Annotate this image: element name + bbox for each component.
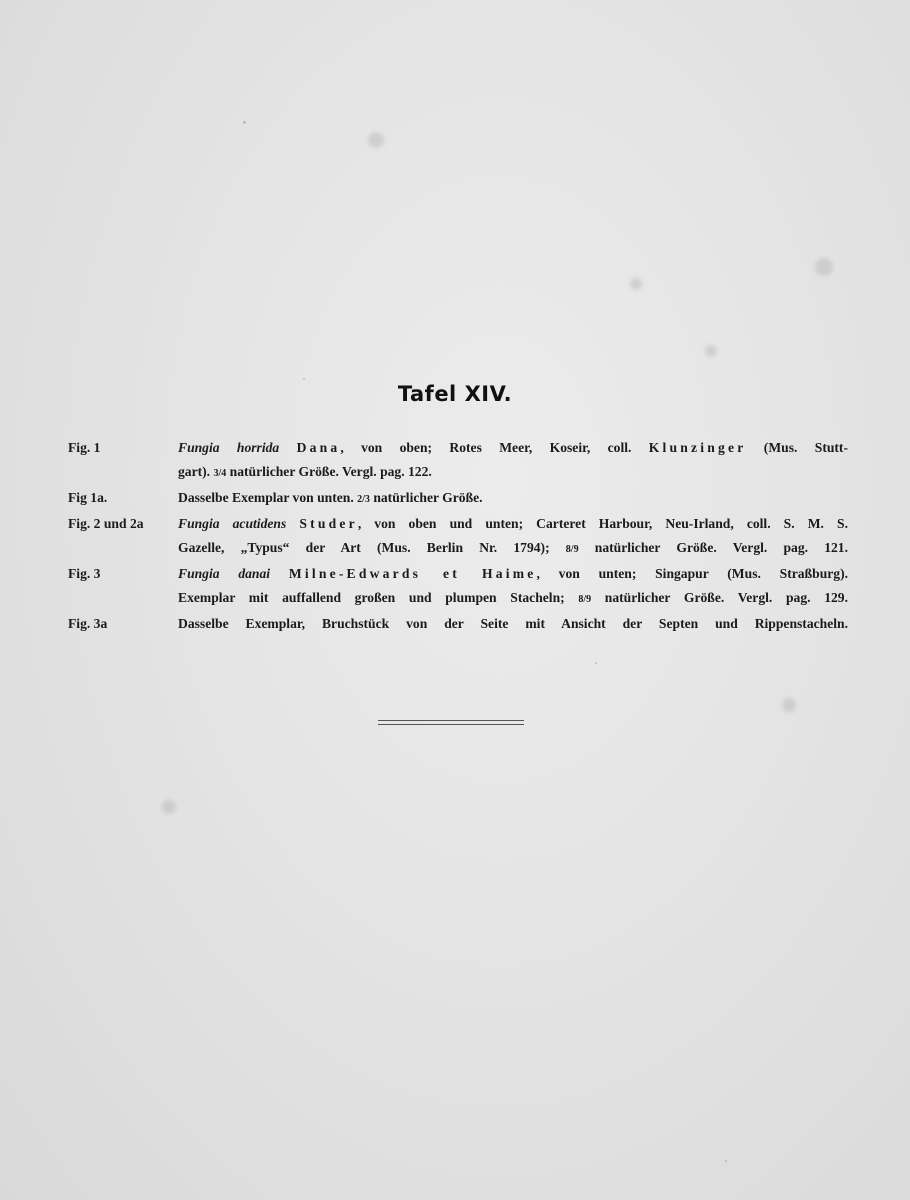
figure-label: Fig. 3 (68, 566, 101, 581)
species-name: Fungia acutidens (178, 516, 287, 531)
paper-speck (595, 662, 597, 664)
scale-fraction: 2/3 (357, 494, 370, 505)
caption-text: natürlicher Größe. Vergl. pag. 129. (591, 590, 848, 605)
figure-caption-3 (68, 562, 848, 612)
caption-line (178, 486, 848, 512)
caption-line (178, 586, 848, 612)
paper-speck (782, 698, 796, 712)
caption-text: (Mus. Stutt- (746, 440, 848, 455)
caption-text: Dasselbe Exemplar von unten. (178, 490, 358, 505)
figure-description (178, 612, 848, 636)
caption-line (178, 436, 848, 460)
species-author: Studer (299, 516, 358, 531)
figure-label: Fig. 1 (68, 440, 101, 455)
scale-fraction: 3/4 (213, 468, 227, 479)
caption-text: gart). (178, 464, 214, 479)
paper-speck (725, 1160, 727, 1162)
caption-line (178, 562, 848, 586)
paper-speck (630, 278, 642, 290)
scale-fraction: 8/9 (565, 544, 579, 555)
figure-description (178, 436, 848, 486)
caption-text: , von unten; Singapur (Mus. Straßburg). (536, 566, 849, 581)
plate-title: Tafel XIV. (397, 382, 513, 406)
caption-line (178, 460, 848, 486)
species-name: Fungia horrida (178, 440, 280, 455)
paper-speck (368, 132, 384, 148)
caption-text: natürlicher Größe. (369, 490, 483, 505)
caption-text: , von oben und unten; Carteret Harbour, Neu-Irland, coll. S. M. S. (357, 516, 848, 531)
caption-text: Gazelle, „Typus“ der Art (Mus. Berlin Nr. 1794); (178, 540, 566, 555)
figure-caption-3a (68, 612, 848, 636)
caption-text: natürlicher Größe. Vergl. pag. 122. (226, 464, 432, 479)
collector-name: Klunzinger (648, 440, 747, 455)
figure-caption-1a (68, 486, 848, 512)
figure-label: Fig 1a. (68, 490, 108, 505)
figure-captions (68, 436, 848, 636)
paper-speck (705, 345, 717, 357)
scale-fraction: 8/9 (578, 594, 592, 605)
caption-text: natürlicher Größe. Vergl. pag. 121. (578, 540, 848, 555)
figure-description (178, 512, 848, 562)
paper-speck (815, 258, 833, 276)
caption-text: , von oben; Rotes Meer, Koseir, coll. (340, 440, 649, 455)
species-name: Fungia danai (178, 566, 271, 581)
species-author: Milne-Edwards et Haime (288, 566, 537, 581)
caption-line (178, 512, 848, 536)
figure-caption-2 (68, 512, 848, 562)
figure-description (178, 486, 848, 512)
species-author: Dana (296, 440, 341, 455)
paper-speck (243, 121, 246, 124)
caption-line (178, 612, 848, 636)
caption-line (178, 536, 848, 562)
double-rule-divider (378, 720, 524, 725)
figure-label: Fig. 3a (68, 616, 108, 631)
figure-caption-1 (68, 436, 848, 486)
paper-speck (162, 800, 176, 814)
caption-text: Dasselbe Exemplar, Bruchstück von der Seite mit Ansicht der Septen und Rippenstacheln. (178, 616, 848, 631)
caption-text: Exemplar mit auffallend großen und plumpen Stacheln; (178, 590, 579, 605)
paper-speck (303, 378, 305, 380)
figure-label: Fig. 2 und 2a (68, 516, 144, 531)
figure-description (178, 562, 848, 612)
